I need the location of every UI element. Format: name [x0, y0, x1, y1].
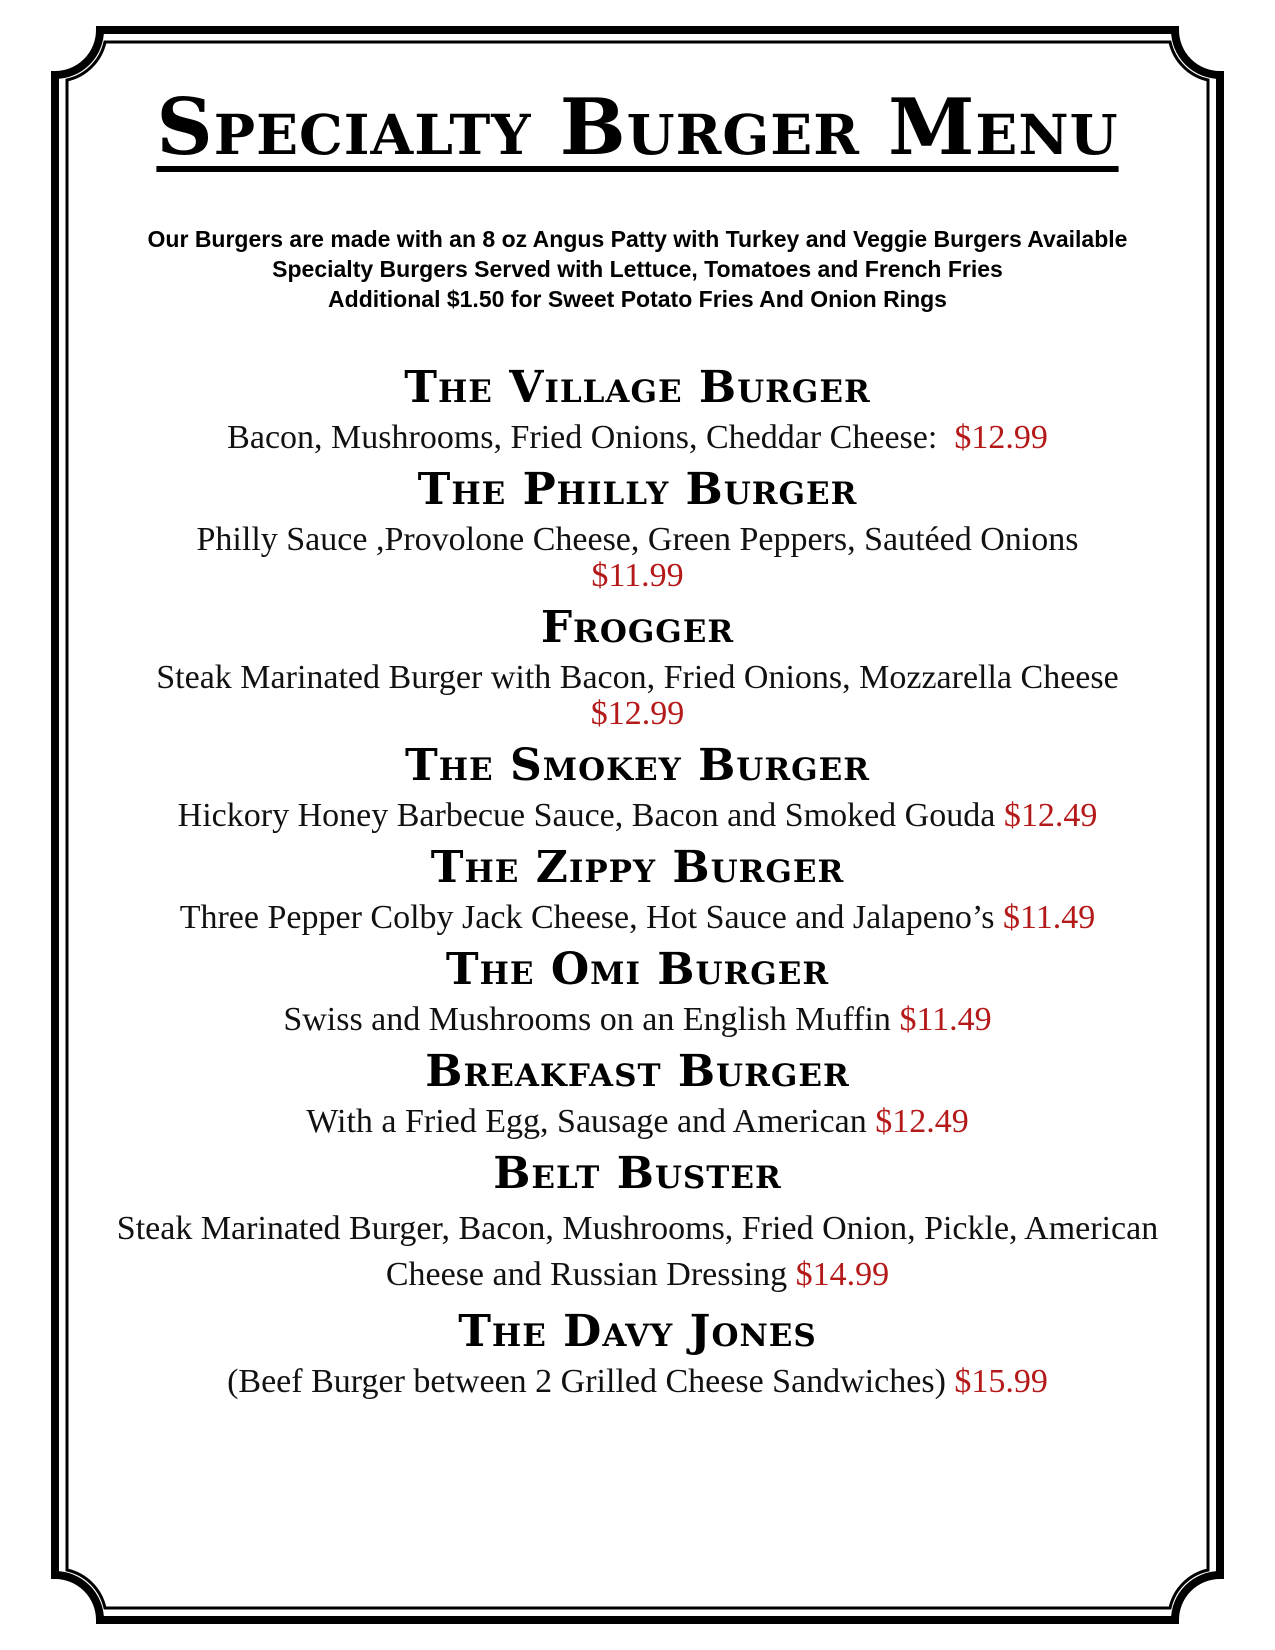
item-name: The Zippy Burger	[430, 842, 845, 893]
item-description	[100, 1364, 1175, 1400]
menu-item	[100, 1306, 1175, 1400]
item-name: The Davy Jones	[458, 1306, 817, 1357]
item-price: $14.99	[795, 1256, 890, 1293]
item-description	[100, 1002, 1175, 1038]
item-desc-text: With a Fried Egg, Sausage and American	[306, 1103, 867, 1140]
item-description	[100, 1206, 1175, 1298]
menu-item	[100, 1046, 1175, 1140]
item-desc-text: (Beef Burger between 2 Grilled Cheese Sandwiches)	[227, 1363, 946, 1400]
menu-item	[100, 602, 1175, 732]
item-desc-text: Hickory Honey Barbecue Sauce, Bacon and Smoked Gouda	[177, 797, 996, 834]
menu-item	[100, 464, 1175, 594]
item-description	[100, 900, 1175, 936]
menu-item	[100, 1148, 1175, 1298]
item-desc-text: Steak Marinated Burger, Bacon, Mushrooms, Fried Onion, Pickle, American Cheese and Russian Dressing	[116, 1210, 1159, 1293]
item-price: $12.99	[590, 695, 685, 732]
menu-item	[100, 362, 1175, 456]
item-name: The Village Burger	[404, 362, 871, 413]
item-price: $12.49	[875, 1103, 969, 1140]
item-name: The Omi Burger	[445, 944, 830, 995]
item-name: The Philly Burger	[417, 464, 858, 515]
item-name: Frogger	[540, 602, 735, 653]
item-desc-text: Swiss and Mushrooms on an English Muffin	[283, 1001, 891, 1038]
menu-item	[100, 842, 1175, 936]
item-name: The Smokey Burger	[405, 740, 870, 791]
item-price: $11.99	[591, 557, 684, 594]
item-description	[100, 798, 1175, 834]
item-price: $11.49	[1003, 899, 1096, 936]
item-desc-text: Steak Marinated Burger with Bacon, Fried Onions, Mozzarella Cheese	[156, 659, 1119, 696]
menu-title: Specialty Burger Menu	[156, 82, 1119, 173]
intro-line: Specialty Burgers Served with Lettuce, Tomatoes and French Fries	[272, 256, 1003, 282]
menu-item	[100, 944, 1175, 1038]
item-price: $11.49	[899, 1001, 992, 1038]
item-name: Breakfast Burger	[425, 1046, 850, 1097]
intro-line: Additional $1.50 for Sweet Potato Fries And Onion Rings	[328, 286, 947, 312]
item-description	[100, 522, 1175, 594]
menu-intro	[0, 224, 1275, 314]
item-name: Belt Buster	[493, 1148, 782, 1199]
item-description	[100, 1104, 1175, 1140]
item-description	[100, 420, 1175, 456]
item-desc-text: Three Pepper Colby Jack Cheese, Hot Sauce and Jalapeno’s	[179, 899, 995, 936]
intro-line: Our Burgers are made with an 8 oz Angus Patty with Turkey and Veggie Burgers Available	[147, 226, 1128, 252]
burger-list	[100, 362, 1175, 1408]
item-desc-text: Bacon, Mushrooms, Fried Onions, Cheddar Cheese:	[227, 419, 938, 456]
item-price: $12.99	[954, 419, 1048, 456]
menu-item	[100, 740, 1175, 834]
item-desc-text: Philly Sauce ,Provolone Cheese, Green Peppers, Sautéed Onions	[196, 521, 1079, 558]
item-price: $15.99	[954, 1363, 1048, 1400]
item-description	[100, 660, 1175, 732]
item-price: $12.49	[1003, 797, 1098, 834]
